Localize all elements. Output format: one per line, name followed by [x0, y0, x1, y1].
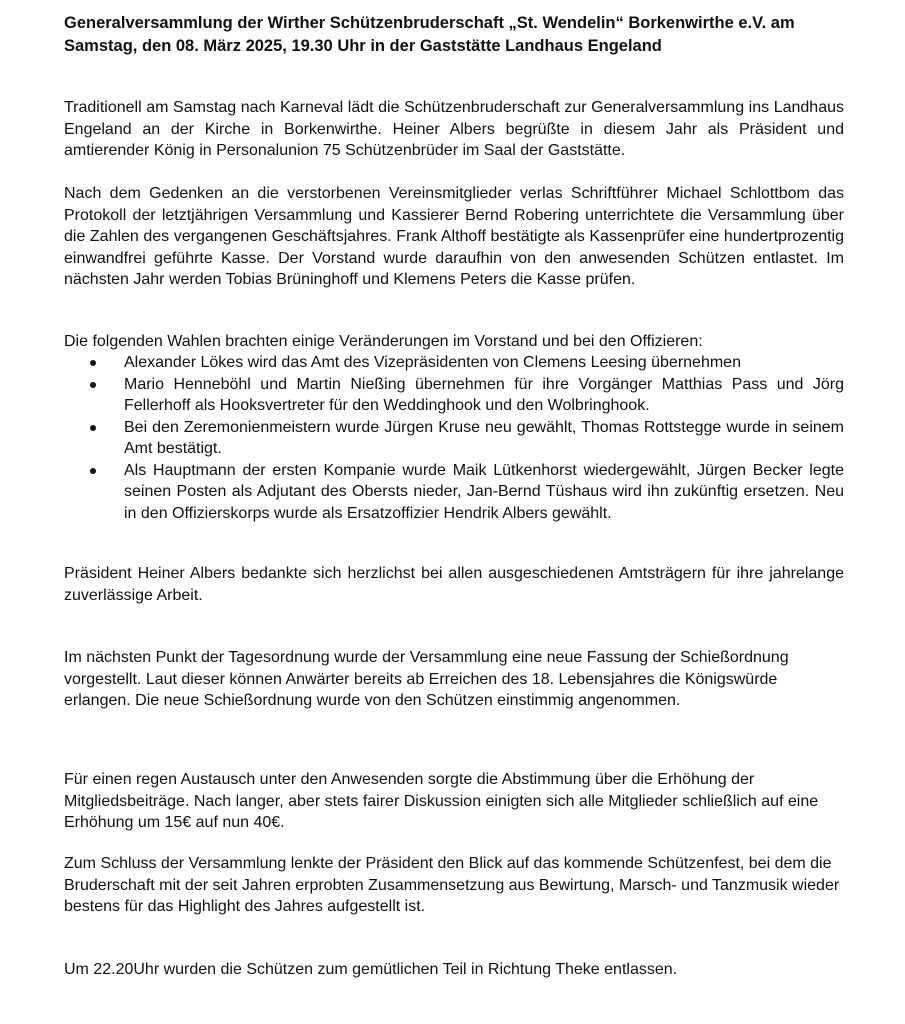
- paragraph-thanks: Präsident Heiner Albers bedankte sich herzlichst bei allen ausgeschiedenen Amtsträgern für ihre jahrelange zuverlässige Arbeit.: [64, 565, 844, 604]
- bullet-icon: [90, 382, 96, 388]
- paragraph-closing: Um 22.20Uhr wurden die Schützen zum gemütlichen Teil in Richtung Theke entlassen.: [64, 961, 678, 978]
- paragraph-shooting-rules: Im nächsten Punkt der Tagesordnung wurde der Versammlung eine neue Fassung der Schießordnung vorgestellt. Laut dieser können Anwärter bereits ab Erreichen des 18. Lebensjahres die Königswürde erlangen. Die neue Schießordnung wurde von den Schützen einstimmig angenommen.: [64, 649, 789, 709]
- paragraph-membership-fees: Für einen regen Austausch unter den Anwesenden sorgte die Abstimmung über die Erhöhung der Mitgliedsbeiträge. Nach langer, aber stets fairer Diskussion einigten sich alle Mitglieder schließlich auf eine Erhöhung um 15€ auf nun 40€.: [64, 771, 819, 831]
- election-list: [64, 352, 844, 524]
- bullet-icon: [90, 468, 96, 474]
- paragraph-protocol: Nach dem Gedenken an die verstorbenen Vereinsmitglieder verlas Schriftführer Michael Schlottbom das Protokoll der letztjährigen Versammlung und Kassierer Bernd Robering unterrichtete die Versammlung über die Zahlen des vergangenen Geschäftsjahres. Frank Althoff bestätigte als Kassenprüfer eine hundertprozentig einwandfrei geführte Kasse. Der Vorstand wurde daraufhin von den anwesenden Schützen entlastet. Im nächsten Jahr werden Tobias Brüninghoff und Klemens Peters die Kasse prüfen.: [64, 185, 844, 288]
- list-item-text: Mario Henneböhl und Martin Nießing übernehmen für ihre Vorgänger Matthias Pass und Jörg Fellerhoff als Hooksvertreter für den Weddinghook und den Wolbringhook.: [124, 375, 844, 414]
- list-item: [64, 460, 844, 525]
- list-item-text: Bei den Zeremonienmeistern wurde Jürgen Kruse neu gewählt, Thomas Rottstegge wurde in seinem Amt bestätigt.: [124, 418, 844, 457]
- bullet-icon: [90, 360, 96, 366]
- list-item: [64, 352, 844, 374]
- list-item-text: Als Hauptmann der ersten Kompanie wurde Maik Lütkenhorst wiedergewählt, Jürgen Becker legte seinen Posten als Adjutant des Obersts nieder, Jan-Bernd Tüshaus wird ihn zukünftig ersetzen. Neu in den Offizierskorps wurde als Ersatzoffizier Hendrik Albers gewählt.: [124, 461, 844, 522]
- list-item: [64, 417, 844, 460]
- paragraph-elections-intro: Die folgenden Wahlen brachten einige Veränderungen im Vorstand und bei den Offizieren:: [64, 333, 703, 350]
- list-item-text: Alexander Lökes wird das Amt des Vizepräsidenten von Clemens Leesing übernehmen: [124, 354, 741, 371]
- paragraph-intro: Traditionell am Samstag nach Karneval lädt die Schützenbruderschaft zur Generalversammlung ins Landhaus Engeland an der Kirche in Borkenwirthe. Heiner Albers begrüßte in diesem Jahr als Präsident und amtierender König in Personalunion 75 Schützenbrüder im Saal der Gaststätte.: [64, 99, 844, 159]
- document-title: Generalversammlung der Wirther Schützenbruderschaft „St. Wendelin“ Borkenwirthe e.V. am Samstag, den 08. März 2025, 19.30 Uhr in der Gaststätte Landhaus Engeland: [64, 14, 795, 55]
- list-item: [64, 374, 844, 417]
- paragraph-schuetzenfest: Zum Schluss der Versammlung lenkte der Präsident den Blick auf das kommende Schützenfest, bei dem die Bruderschaft mit der seit Jahren erprobten Zusammensetzung aus Bewirtung, Marsch- und Tanzmusik wieder bestens für das Highlight des Jahres aufgestellt ist.: [64, 855, 840, 915]
- bullet-icon: [90, 425, 96, 431]
